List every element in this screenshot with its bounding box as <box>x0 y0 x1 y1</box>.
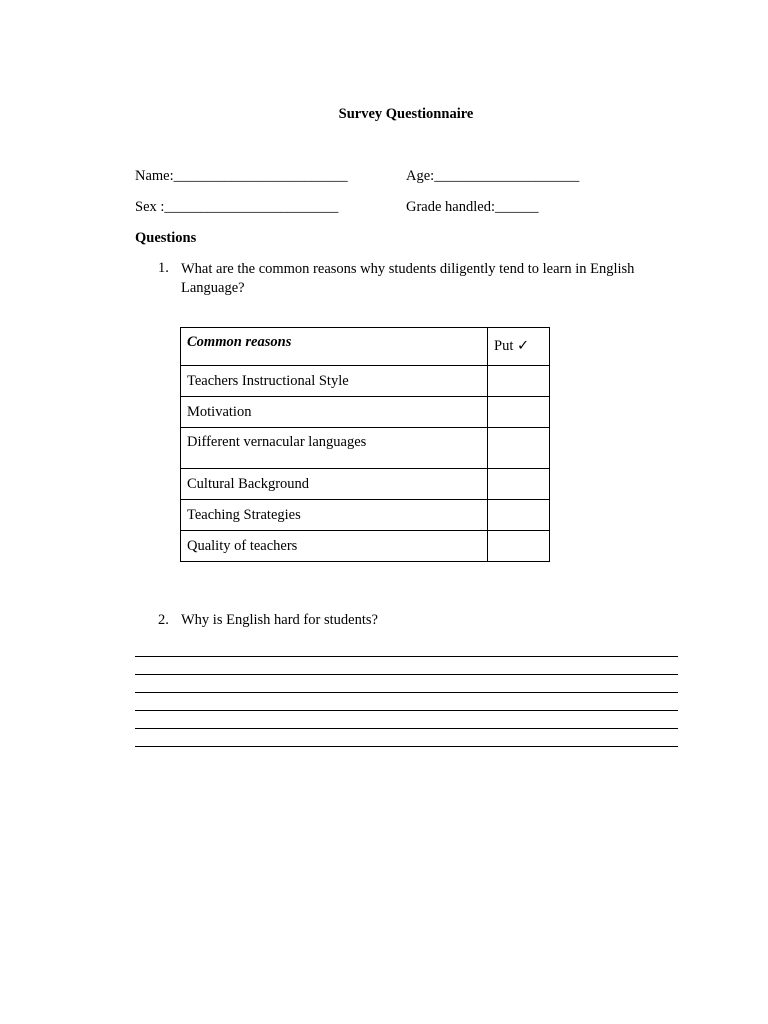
table-row <box>181 366 550 397</box>
age-field[interactable] <box>406 168 579 185</box>
table-row <box>181 531 550 562</box>
table-row <box>181 397 550 428</box>
reason-cell: Cultural Background <box>181 469 488 500</box>
answer-line[interactable] <box>135 656 678 657</box>
grade-label: Grade handled: <box>406 199 495 215</box>
check-cell[interactable] <box>488 469 550 500</box>
answer-line[interactable] <box>135 728 678 729</box>
table-row <box>181 500 550 531</box>
questions-heading: Questions <box>135 230 197 246</box>
reason-cell: Motivation <box>181 397 488 428</box>
check-cell[interactable] <box>488 500 550 531</box>
answer-line[interactable] <box>135 746 678 747</box>
table-row <box>181 469 550 500</box>
check-cell[interactable] <box>488 531 550 562</box>
check-cell[interactable] <box>488 397 550 428</box>
age-blank[interactable]: ____________________ <box>434 168 580 184</box>
page-title: Survey Questionnaire <box>338 106 474 122</box>
reason-cell: Different vernacular languages <box>181 428 488 469</box>
table-header-row <box>181 328 550 366</box>
check-cell[interactable] <box>488 366 550 397</box>
question-2-number: 2. <box>158 612 169 628</box>
reason-cell: Teaching Strategies <box>181 500 488 531</box>
header-put-check: Put ✓ <box>488 328 550 366</box>
header-common-reasons: Common reasons <box>181 328 488 366</box>
reason-cell: Quality of teachers <box>181 531 488 562</box>
grade-field[interactable] <box>406 199 538 216</box>
question-2-text: Why is English hard for students? <box>181 612 378 628</box>
name-field[interactable] <box>135 168 348 185</box>
check-cell[interactable] <box>488 428 550 469</box>
question-1-text: What are the common reasons why students diligently tend to learn in English Language? <box>181 261 635 296</box>
sex-field[interactable] <box>135 199 338 216</box>
reasons-table <box>180 327 550 562</box>
answer-line[interactable] <box>135 710 678 711</box>
table-row <box>181 428 550 469</box>
age-label: Age: <box>406 168 435 184</box>
answer-line[interactable] <box>135 692 678 693</box>
grade-blank[interactable]: ______ <box>494 199 539 215</box>
question-1-number: 1. <box>158 260 169 276</box>
sex-blank[interactable]: ________________________ <box>164 199 339 215</box>
reason-cell: Teachers Instructional Style <box>181 366 488 397</box>
sex-label: Sex : <box>135 199 165 215</box>
answer-line[interactable] <box>135 674 678 675</box>
name-blank[interactable]: ________________________ <box>173 168 348 184</box>
name-label: Name: <box>135 168 174 184</box>
